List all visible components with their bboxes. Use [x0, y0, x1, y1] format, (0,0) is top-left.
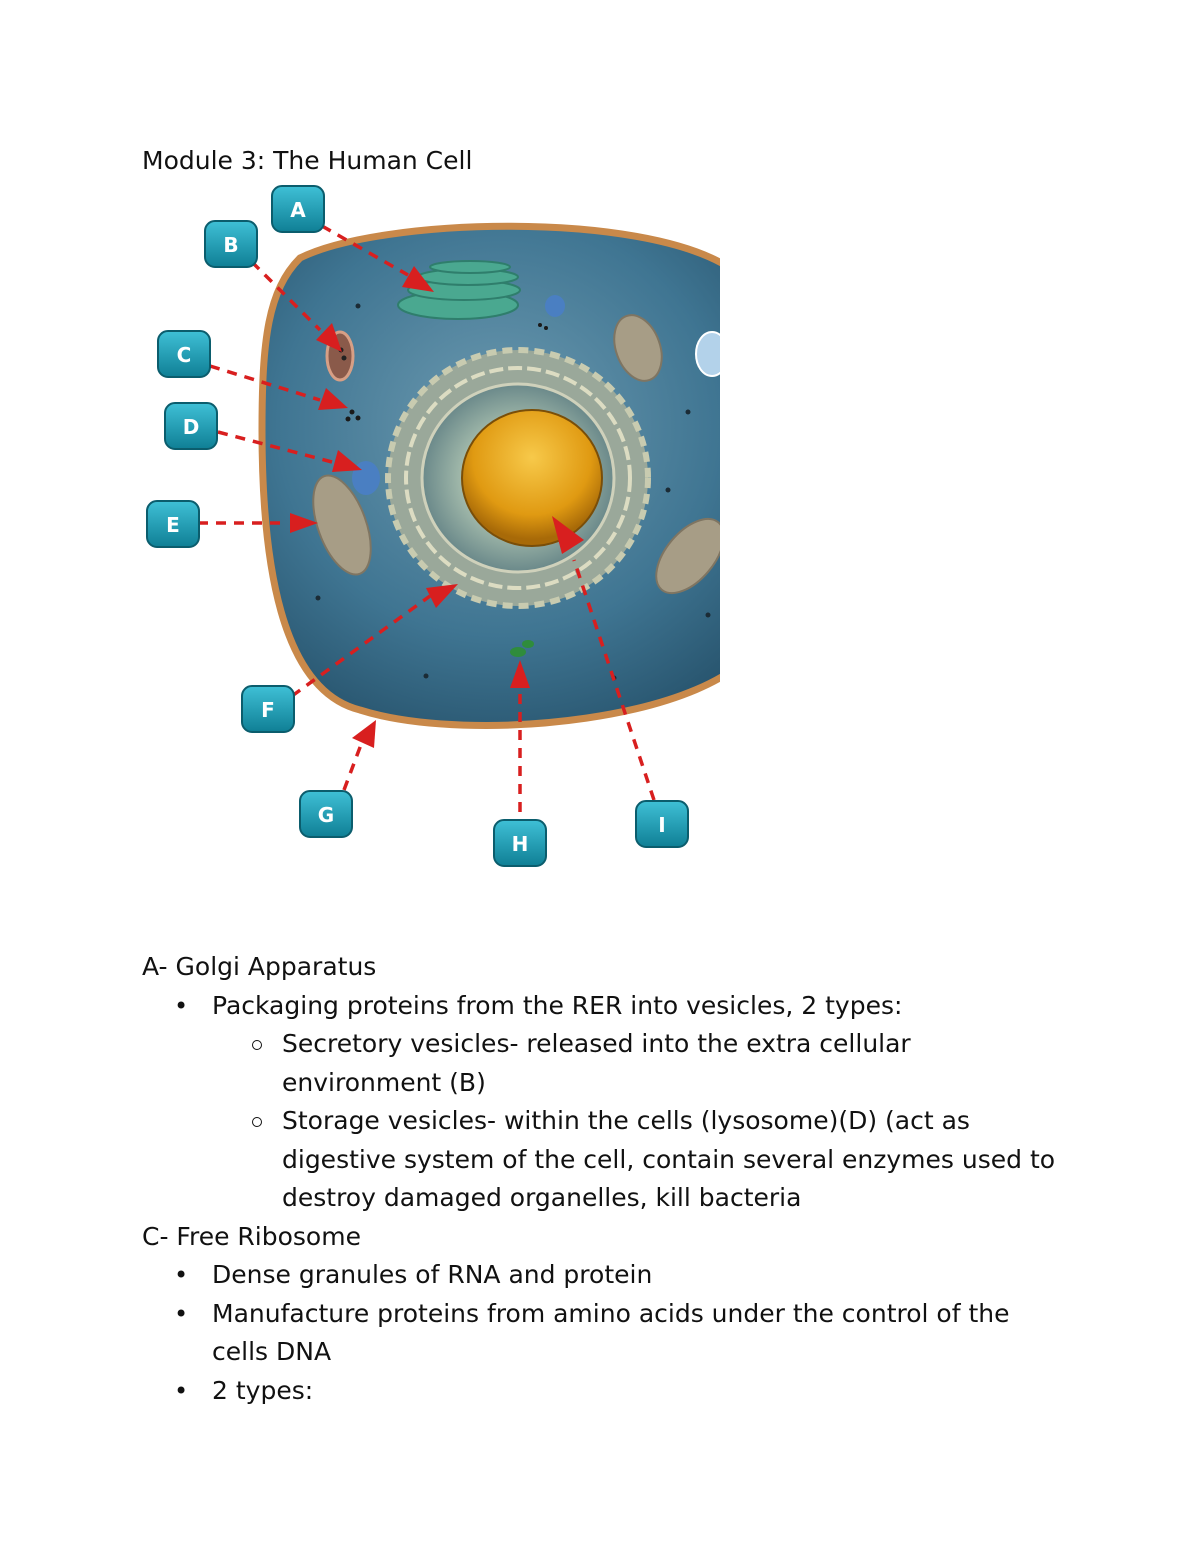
section-heading-ribosome: C- Free Ribosome [142, 1221, 361, 1251]
bullet-text: Dense granules of RNA and protein [212, 1260, 653, 1289]
label-e-text: E [166, 513, 180, 537]
ribosome-bullets [142, 1256, 1142, 1410]
list-item [142, 1102, 1142, 1218]
label-b [205, 221, 257, 267]
list-item [142, 1372, 1142, 1411]
label-g [300, 791, 352, 837]
bullet-text: Packaging proteins from the RER into vesicles, 2 types: [212, 990, 903, 1020]
bullet-text: Manufacture proteins from amino acids under the control of the cells DNA [212, 1298, 1010, 1366]
page-title: Module 3: The Human Cell [142, 146, 473, 175]
list-item [142, 1295, 1142, 1372]
bullet-text: 2 types: [212, 1375, 314, 1405]
vesicle-types [142, 1025, 1142, 1218]
label-g-text: G [317, 803, 335, 827]
list-item [142, 1025, 1142, 1102]
list-item [142, 987, 1142, 1218]
list-item [142, 1256, 1142, 1295]
label-h-text: H [511, 832, 529, 856]
label-h [494, 820, 546, 866]
section-heading-golgi: A- Golgi Apparatus [142, 952, 377, 981]
label-f-text: F [261, 698, 275, 722]
notes [142, 948, 1142, 1410]
nucleolus [462, 410, 602, 546]
label-c-text: C [176, 343, 192, 367]
label-c [158, 331, 210, 377]
sub-bullet-text: Storage vesicles- within the cells (lysosome)(D) (act as digestive system of the cell, contain several enzymes used to destroy damaged organelles, kill bacteria [282, 1106, 1056, 1212]
label-i [636, 801, 688, 847]
label-d [165, 403, 217, 449]
label-a-text: A [290, 198, 306, 222]
label-e [147, 501, 199, 547]
golgi-bullets [142, 987, 1142, 1218]
cell-diagram [140, 182, 720, 882]
label-i-text: I [658, 813, 666, 837]
sub-bullet-text: Secretory vesicles- released into the extra cellular environment (B) [282, 1029, 911, 1097]
vacuole [696, 332, 720, 376]
label-f [242, 686, 294, 732]
label-d-text: D [182, 415, 200, 439]
label-b-text: B [223, 233, 239, 257]
label-a [272, 186, 324, 232]
